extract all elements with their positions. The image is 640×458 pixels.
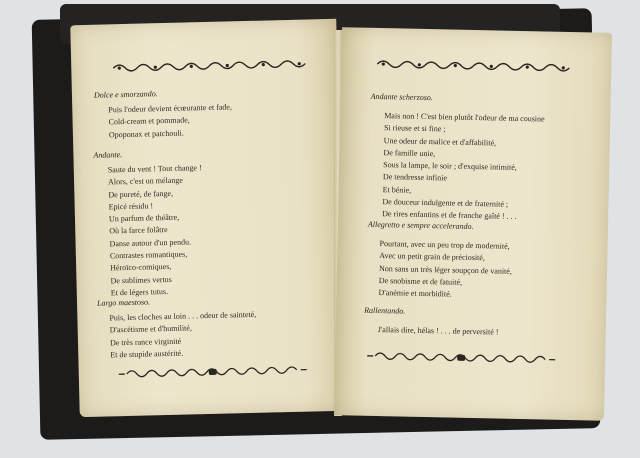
verse-line: Héroïco-comiques,: [110, 262, 172, 273]
verse-line: Pourtant, avec un peu trop de modernité,: [379, 239, 510, 251]
stanza-heading: Rallentando.: [364, 305, 406, 316]
verse-line: Danse autour d'un pendu.: [109, 237, 192, 249]
verse-line: Si rieuse et si fine ;: [383, 123, 446, 134]
verse-line: J'allais dire, hélas ! . . . de perversité !: [377, 325, 499, 337]
verse-line: De famille unie,: [383, 148, 436, 159]
verse-line: D'anémie et morbidité.: [378, 288, 452, 299]
verse-line: Puis, les cloches au loin . . . odeur de sainteté,: [109, 309, 257, 323]
top-ornament-right: [375, 58, 571, 74]
verse-line: Opoponax et patchouli.: [108, 128, 184, 139]
verse-line: De tendresse infinie: [382, 172, 448, 183]
top-ornament-left: [111, 58, 307, 75]
stanza-verse: [109, 309, 257, 362]
stanza-verse: [382, 110, 545, 224]
stanza-heading: Andante scherzoso.: [370, 91, 433, 103]
bottom-ornament-right: [365, 350, 557, 366]
verse-line: Epicé résidu !: [108, 201, 154, 212]
right-page: [334, 27, 612, 421]
bottom-ornament-left: [117, 364, 309, 381]
verse-line: Mais non ! C'est bien plutôt l'odeur de ma cousine: [384, 111, 545, 124]
verse-line: Non sans un très léger soupçon de vanité,: [378, 263, 512, 276]
stanza-verse: [108, 101, 232, 141]
verse-line: De très rance virginité: [109, 336, 182, 348]
verse-line: Où la farce folâtre: [109, 225, 168, 236]
stanza-verse: [108, 162, 205, 300]
verse-line: Avec un petit grain de préciosité,: [379, 251, 485, 263]
stanza-heading: Dolce e smorzando.: [93, 89, 158, 100]
verse-line: Un parfum de théâtre,: [108, 212, 180, 224]
stanza-verse: [378, 238, 512, 302]
verse-line: Saute du vent ! Tout change !: [107, 163, 202, 175]
verse-line: De snobisme et de fatuité,: [378, 275, 463, 287]
verse-line: De pureté, de fange,: [108, 188, 174, 200]
verse-line: Une odeur de malice et d'affabilité,: [383, 135, 497, 148]
verse-line: Et de légers tutus.: [110, 286, 169, 298]
verse-line: Alors, c'est un mélange: [107, 175, 183, 187]
stanza-verse: [378, 324, 499, 339]
verse-line: Et de stupide austérité.: [110, 348, 184, 360]
stanza-heading: Andante.: [93, 150, 123, 160]
verse-line: Contrastes romantiques,: [109, 249, 188, 261]
verse-line: De rires enfantins et de franche gaîté ! . . .: [382, 209, 517, 222]
stanza-heading: Allegretto e sempre accelerando.: [367, 219, 474, 232]
verse-line: Sous la lampe, le soir ; d'exquise intimité,: [383, 160, 517, 173]
verse-line: De douceur indulgente et de fraternité ;: [382, 197, 509, 209]
verse-line: Cold-cream et pommade,: [108, 115, 190, 127]
verse-line: Et bénie,: [382, 184, 412, 195]
verse-line: De sublimes vertus: [110, 274, 172, 286]
stanza-heading: Largo maestoso.: [96, 297, 151, 308]
verse-line: D'ascétisme et d'humilité,: [109, 323, 193, 335]
verse-line: Puis l'odeur devient écœurante et fade,: [108, 102, 233, 115]
left-page: [70, 19, 345, 417]
